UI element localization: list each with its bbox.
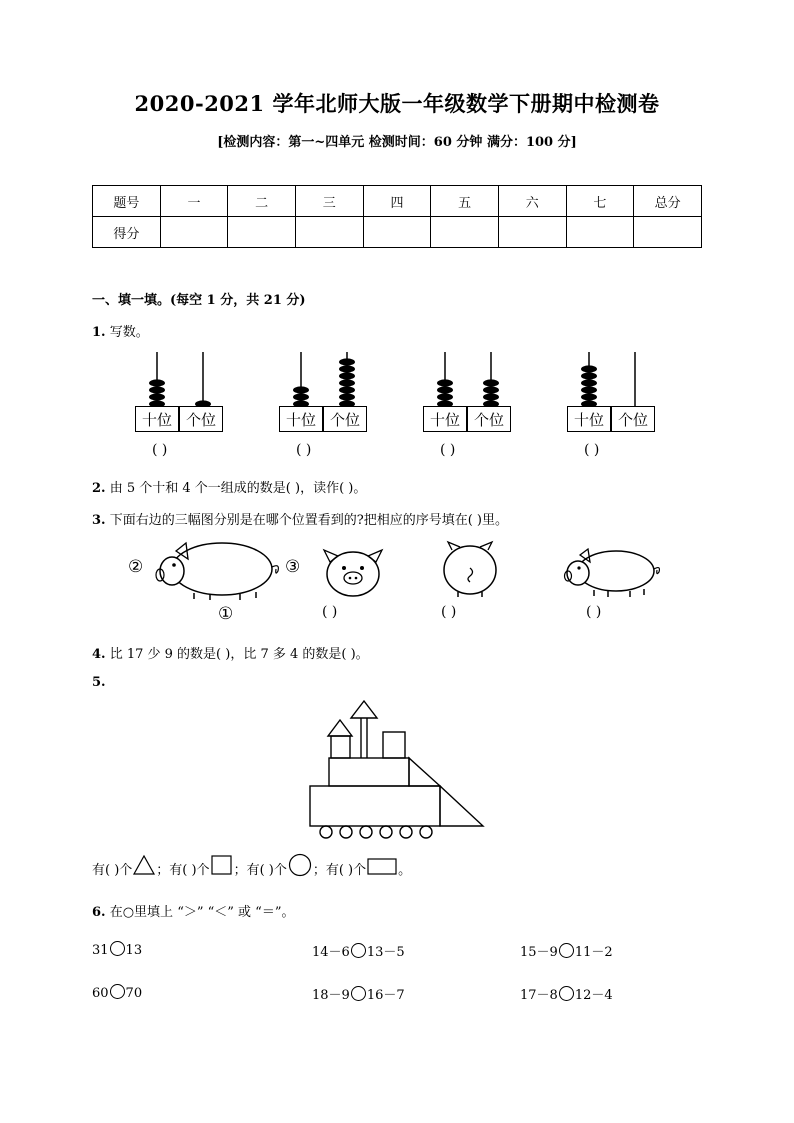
score-input-cell[interactable]: [228, 217, 296, 248]
question-1: [92, 321, 149, 340]
answer-blank[interactable]: ( ): [586, 604, 602, 620]
score-table: [92, 185, 702, 248]
answer-text: 有( )个: [92, 863, 133, 878]
position-label-1: ①: [218, 604, 234, 624]
table-cell: 一: [160, 186, 228, 217]
table-cell: 三: [295, 186, 363, 217]
question-text: 由 5 个十和 4 个一组成的数是( )，读作( )。: [109, 481, 367, 496]
tens-label: 十位: [423, 406, 467, 432]
right-expr: 16－7: [366, 988, 405, 1003]
table-cell: 五: [431, 186, 499, 217]
abacus-3: [423, 352, 523, 432]
right-expr: 70: [125, 986, 143, 1001]
answer-blank[interactable]: ( ): [441, 604, 457, 620]
answer-text: ；有( )个: [233, 863, 287, 878]
compare-circle-input[interactable]: [559, 943, 574, 958]
left-expr: 31: [92, 943, 109, 958]
left-expr: 18－9: [312, 988, 350, 1003]
table-cell: 四: [363, 186, 431, 217]
pig-front-view-icon: [320, 544, 386, 600]
score-input-cell[interactable]: [498, 217, 566, 248]
ones-label: 个位: [611, 406, 655, 432]
ones-label: 个位: [179, 406, 223, 432]
score-input-cell[interactable]: [295, 217, 363, 248]
answer-blank[interactable]: ( ): [440, 442, 456, 458]
abacus-rods-icon: [423, 352, 523, 408]
left-expr: 17－8: [520, 988, 558, 1003]
score-input-cell[interactable]: [634, 217, 702, 248]
square-icon: [210, 854, 234, 876]
abacus-1: [135, 352, 235, 432]
table-cell: 题号: [93, 186, 161, 217]
question-number: 3.: [92, 513, 106, 528]
answer-blank[interactable]: ( ): [152, 442, 168, 458]
left-expr: 15－9: [520, 945, 558, 960]
question-number: 6.: [92, 905, 106, 920]
question-text: 在○里填上 “＞” “＜” 或 “＝”。: [109, 905, 295, 920]
abacus-2: [279, 352, 379, 432]
compare-circle-input[interactable]: [110, 941, 125, 956]
compare-circle-input[interactable]: [351, 943, 366, 958]
abacus-rods-icon: [135, 352, 235, 408]
pig-back-view-icon: [438, 540, 502, 598]
question-5: [92, 675, 106, 690]
rectangle-icon: [366, 856, 398, 876]
table-cell: 六: [498, 186, 566, 217]
right-expr: 12－4: [574, 988, 613, 1003]
triangle-icon: [132, 854, 156, 876]
table-cell: 七: [566, 186, 634, 217]
question-6: [92, 901, 294, 920]
comparison-item: [520, 941, 613, 960]
circle-icon: [287, 853, 313, 877]
answer-blank[interactable]: ( ): [322, 604, 338, 620]
question-text: 写数。: [109, 325, 149, 340]
right-expr: 13－5: [366, 945, 405, 960]
page-title: 2020-2021 学年北师大版一年级数学下册期中检测卷: [134, 91, 660, 116]
comparison-item: [92, 984, 142, 1001]
question-text: 下面右边的三幅图分别是在哪个位置看到的?把相应的序号填在( )里。: [109, 513, 508, 528]
position-label-3: ③: [285, 557, 301, 577]
page-subtitle: [检测内容：第一~四单元 检测时间：60 分钟 满分：100 分]: [217, 135, 577, 150]
abacus-rods-icon: [279, 352, 379, 408]
question-number: 4.: [92, 647, 106, 662]
answer-text: ；有( )个: [156, 863, 210, 878]
ones-label: 个位: [467, 406, 511, 432]
section-heading: 一、填一填。(每空 1 分，共 21 分): [92, 293, 306, 308]
right-expr: 13: [125, 943, 143, 958]
question-number: 5.: [92, 675, 106, 690]
score-input-cell[interactable]: [160, 217, 228, 248]
left-expr: 14－6: [312, 945, 350, 960]
score-input-cell[interactable]: [363, 217, 431, 248]
question-number: 2.: [92, 481, 106, 496]
question-3: [92, 509, 508, 528]
comparison-item: [92, 941, 142, 958]
compare-circle-input[interactable]: [351, 986, 366, 1001]
abacus-4: [567, 352, 667, 432]
table-cell: 总分: [634, 186, 702, 217]
compare-circle-input[interactable]: [559, 986, 574, 1001]
comparison-item: [312, 984, 405, 1003]
right-expr: 11－2: [574, 945, 613, 960]
compare-circle-input[interactable]: [110, 984, 125, 999]
question-number: 1.: [92, 325, 106, 340]
q5-answer-line: [92, 853, 411, 878]
score-input-cell[interactable]: [431, 217, 499, 248]
pig-side-view-icon: [150, 537, 285, 602]
position-label-2: ②: [128, 557, 144, 577]
answer-blank[interactable]: ( ): [296, 442, 312, 458]
answer-text: 。: [398, 863, 412, 878]
answer-text: ；有( )个: [312, 863, 367, 878]
table-row: [93, 217, 702, 248]
comparison-item: [312, 941, 405, 960]
left-expr: 60: [92, 986, 109, 1001]
pig-side-view-icon: [560, 545, 664, 600]
question-4: [92, 643, 369, 662]
table-cell: 二: [228, 186, 296, 217]
ones-label: 个位: [323, 406, 367, 432]
tens-label: 十位: [135, 406, 179, 432]
table-cell: 得分: [93, 217, 161, 248]
question-2: [92, 477, 366, 496]
table-row: [93, 186, 702, 217]
comparison-item: [520, 984, 613, 1003]
tens-label: 十位: [279, 406, 323, 432]
tens-label: 十位: [567, 406, 611, 432]
score-input-cell[interactable]: [566, 217, 634, 248]
answer-blank[interactable]: ( ): [584, 442, 600, 458]
shape-train-figure: [300, 698, 490, 843]
abacus-rods-icon: [567, 352, 667, 408]
question-text: 比 17 少 9 的数是( )，比 7 多 4 的数是( )。: [109, 647, 369, 662]
